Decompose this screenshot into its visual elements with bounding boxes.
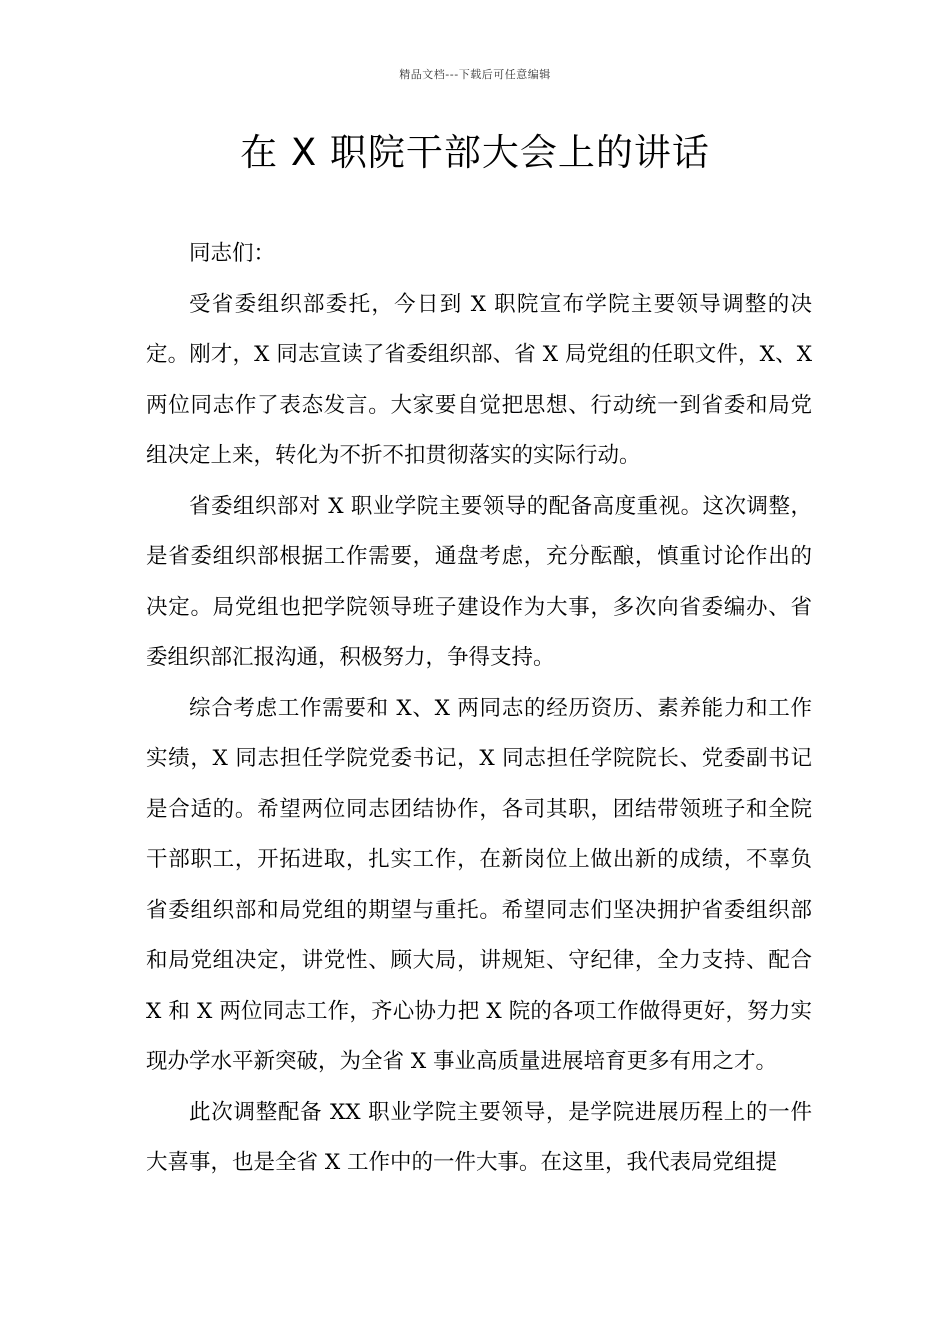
paragraph-4: 此次调整配备 XX 职业学院主要领导，是学院进展历程上的一件大喜事，也是全省 X 工作中的一件大事。在这里，我代表局党组提	[146, 1099, 812, 1175]
header-note: 精品文档---下载后可任意编辑	[399, 68, 551, 81]
document-body	[146, 229, 812, 1189]
salutation: 同志们：	[189, 241, 276, 266]
paragraph-3: 综合考虑工作需要和 X、X 两同志的经历资历、素养能力和工作实绩，X 同志担任学院党委书记，X 同志担任学院院长、党委副书记是合适的。希望两位同志团结协作，各司其职，团结带领班子和全院干部职工，开拓进取，扎实工作，在新岗位上做出新的成绩，不辜负省委组织部和局党组的期望与重托。希望同志们坚决拥护省委组织部和局党组决定，讲党性、顾大局，讲规矩、守纪律，全力支持、配合 X 和 X 两位同志工作，齐心协力把 X 院的各项工作做得更好，努力实现办学水平新突破，为全省 X 事业高质量进展培育更多有用之才。	[146, 695, 812, 1074]
paragraph-1: 受省委组织部委托，今日到 X 职院宣布学院主要领导调整的决定。刚才，X 同志宣读了省委组织部、省 X 局党组的任职文件，X、X 两位同志作了表态发言。大家要自觉把思想、行动统一到省委和局党组决定上来，转化为不折不扣贯彻落实的实际行动。	[146, 291, 812, 468]
document-title: 在 X 职院干部大会上的讲话	[240, 131, 710, 174]
paragraph-2: 省委组织部对 X 职业学院主要领导的配备高度重视。这次调整，是省委组织部根据工作需要，通盘考虑，充分酝酿，慎重讨论作出的决定。局党组也把学院领导班子建设作为大事，多次向省委编办、省委组织部汇报沟通，积极努力，争得支持。	[146, 493, 812, 670]
